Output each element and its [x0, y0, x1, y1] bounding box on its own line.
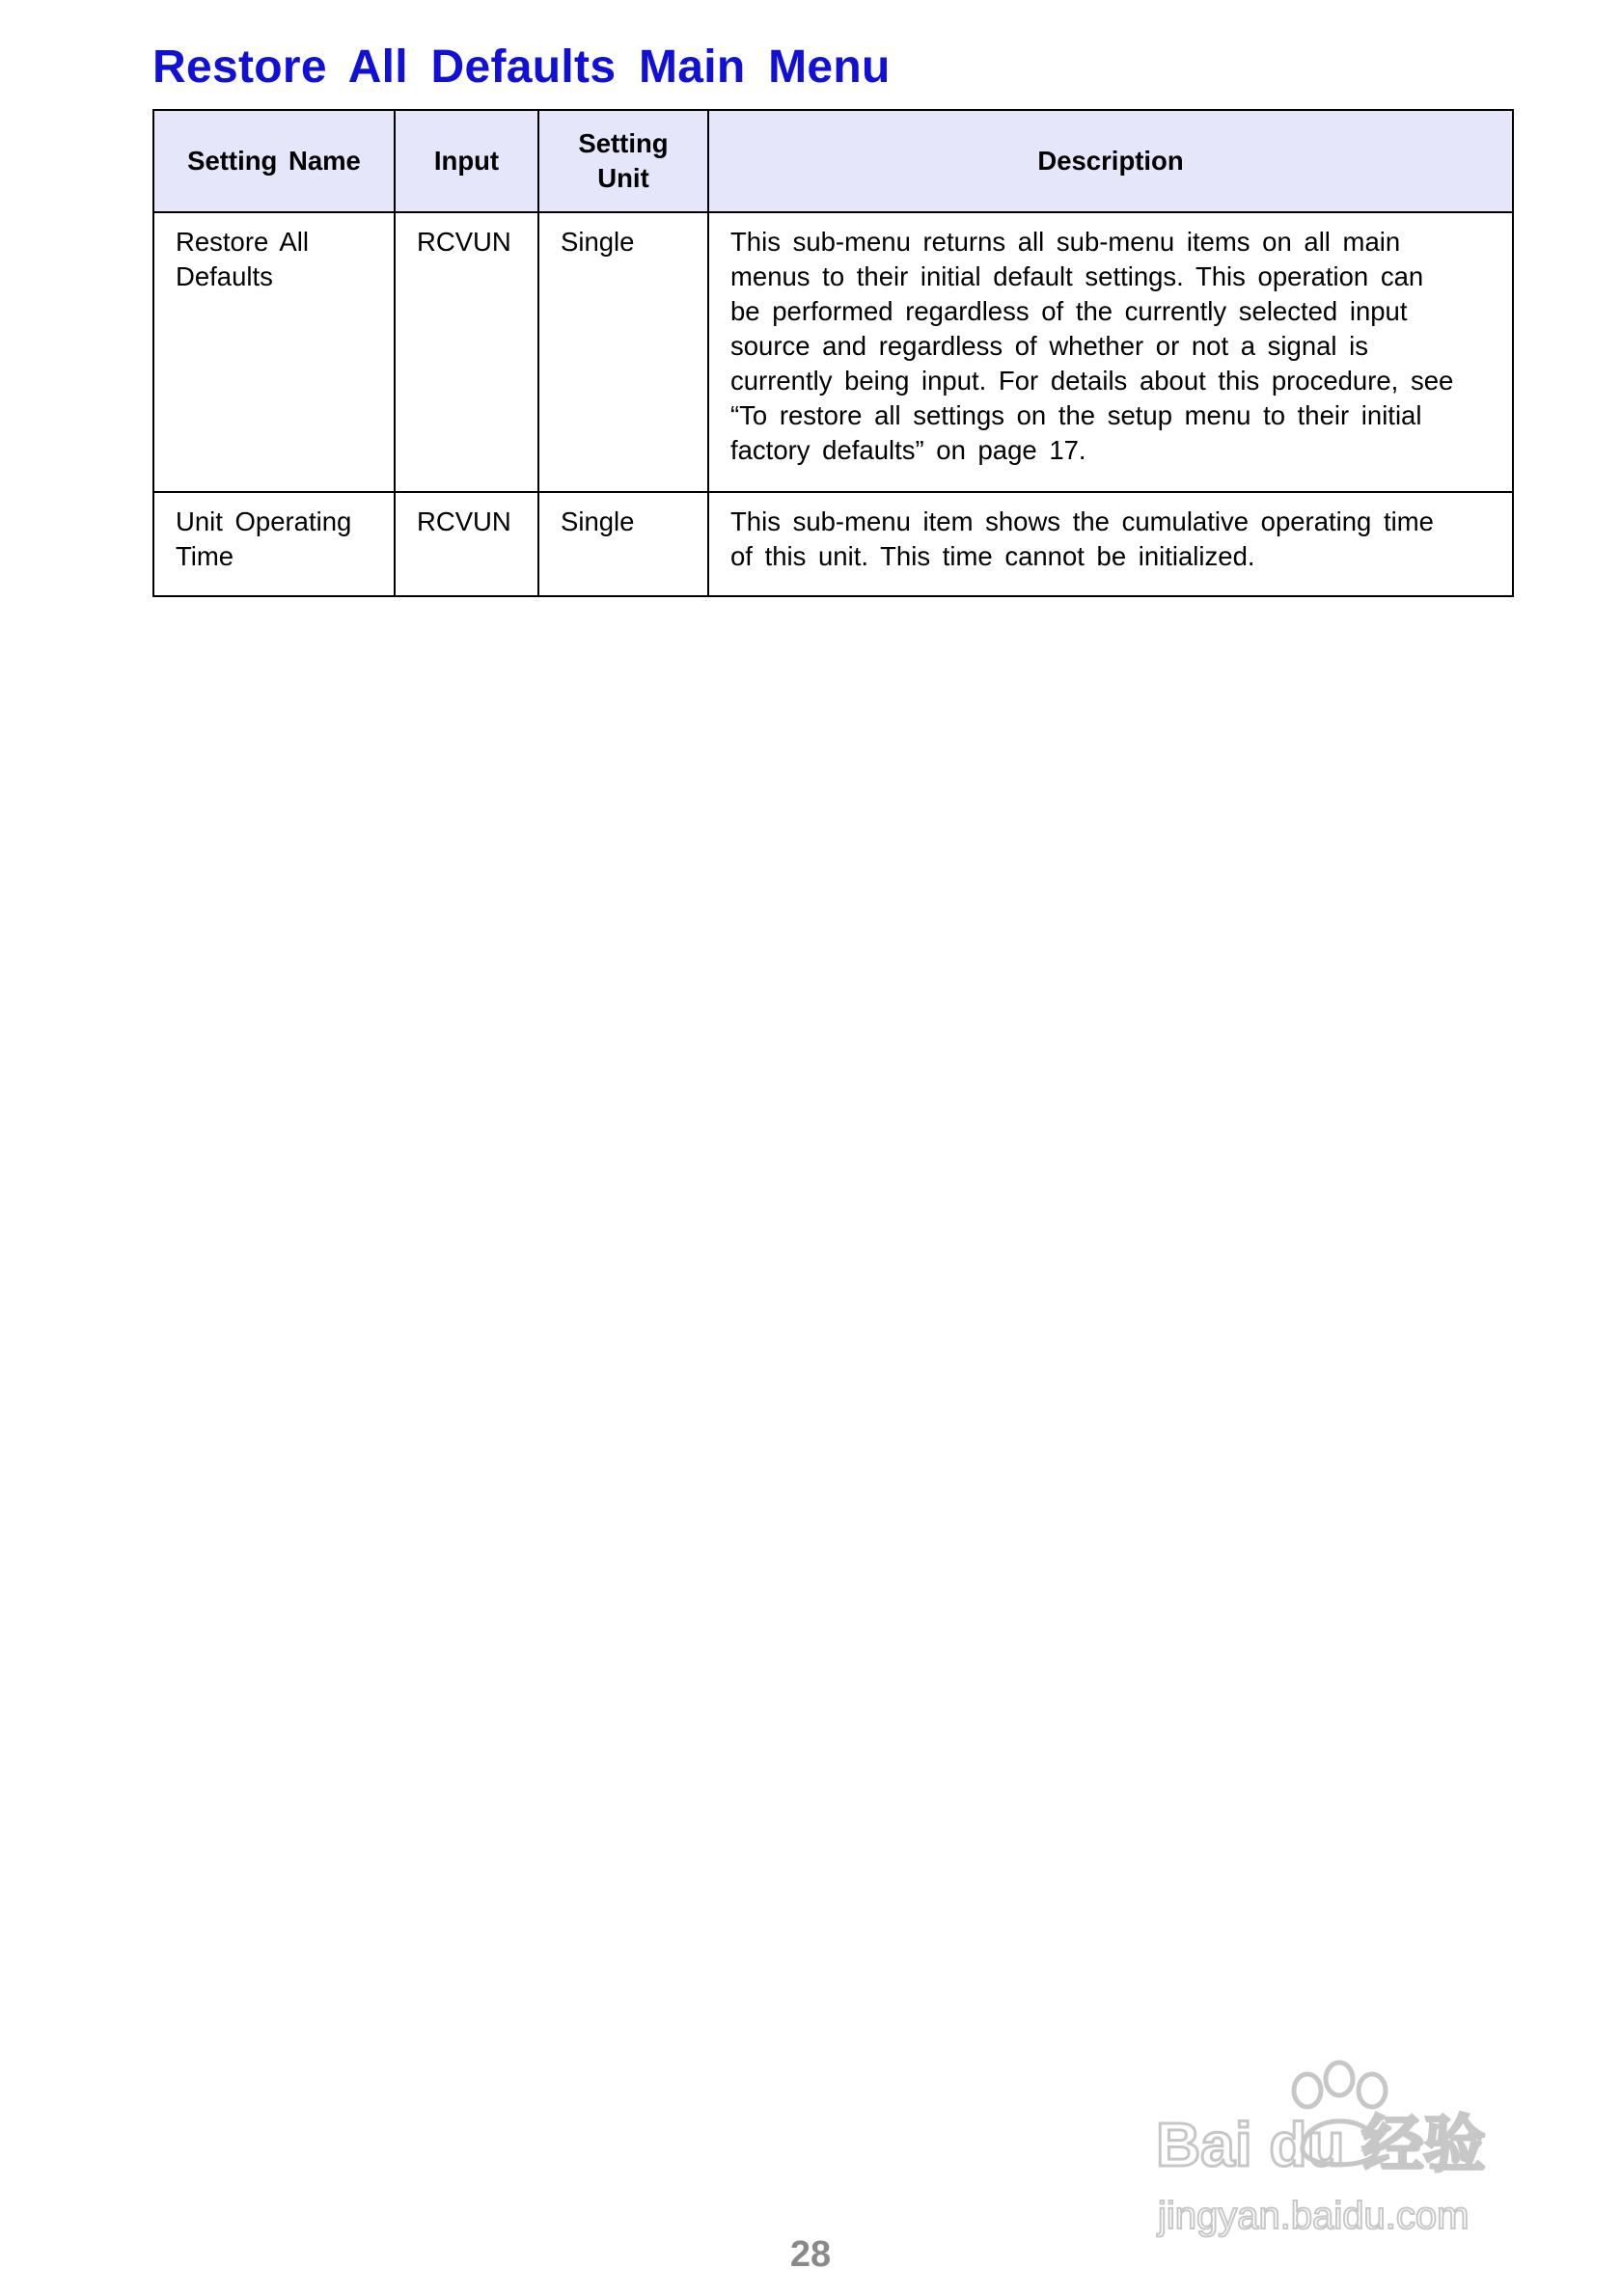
setting-unit-cell: Single	[538, 492, 708, 596]
baidu-watermark-logo	[1148, 2050, 1553, 2243]
setting-name-line: Time	[176, 541, 234, 571]
description-line: This sub-menu returns all sub-menu items on all main	[730, 227, 1401, 257]
table-row	[153, 212, 1513, 492]
settings-table	[152, 109, 1514, 597]
header-description: Description	[708, 110, 1513, 212]
table-header-row	[153, 110, 1513, 212]
header-setting-unit-line1: Setting	[578, 128, 669, 158]
setting-unit-cell: Single	[538, 212, 708, 492]
header-input: Input	[395, 110, 538, 212]
description-line: “To restore all settings on the setup menu to their initial	[730, 400, 1422, 430]
description-cell	[708, 212, 1513, 492]
setting-name-line: Unit Operating	[176, 506, 352, 536]
setting-name-line: Defaults	[176, 261, 273, 291]
page-title: Restore All Defaults Main Menu	[152, 41, 891, 93]
watermark-url: jingyan.baidu.com	[1158, 2195, 1470, 2237]
header-setting-unit	[538, 110, 708, 212]
watermark-logo-text: Bai du 经验	[1156, 2110, 1486, 2179]
table-row	[153, 492, 1513, 596]
input-cell: RCVUN	[395, 492, 538, 596]
page-number: 28	[789, 2234, 832, 2275]
setting-name-cell	[153, 212, 395, 492]
description-line: of this unit. This time cannot be initialized.	[730, 541, 1255, 571]
description-line: be performed regardless of the currently selected input	[730, 296, 1408, 326]
header-setting-name: Setting Name	[153, 110, 395, 212]
description-line: This sub-menu item shows the cumulative operating time	[730, 506, 1434, 536]
description-line: menus to their initial default settings. This operation can	[730, 261, 1424, 291]
setting-name-cell	[153, 492, 395, 596]
description-cell	[708, 492, 1513, 596]
input-cell: RCVUN	[395, 212, 538, 492]
header-setting-unit-line2: Unit	[597, 163, 649, 193]
description-line: factory defaults” on page 17.	[730, 435, 1086, 465]
description-line: currently being input. For details about this procedure, see	[730, 366, 1454, 396]
setting-name-line: Restore All	[176, 227, 309, 257]
description-line: source and regardless of whether or not a signal is	[730, 331, 1369, 361]
